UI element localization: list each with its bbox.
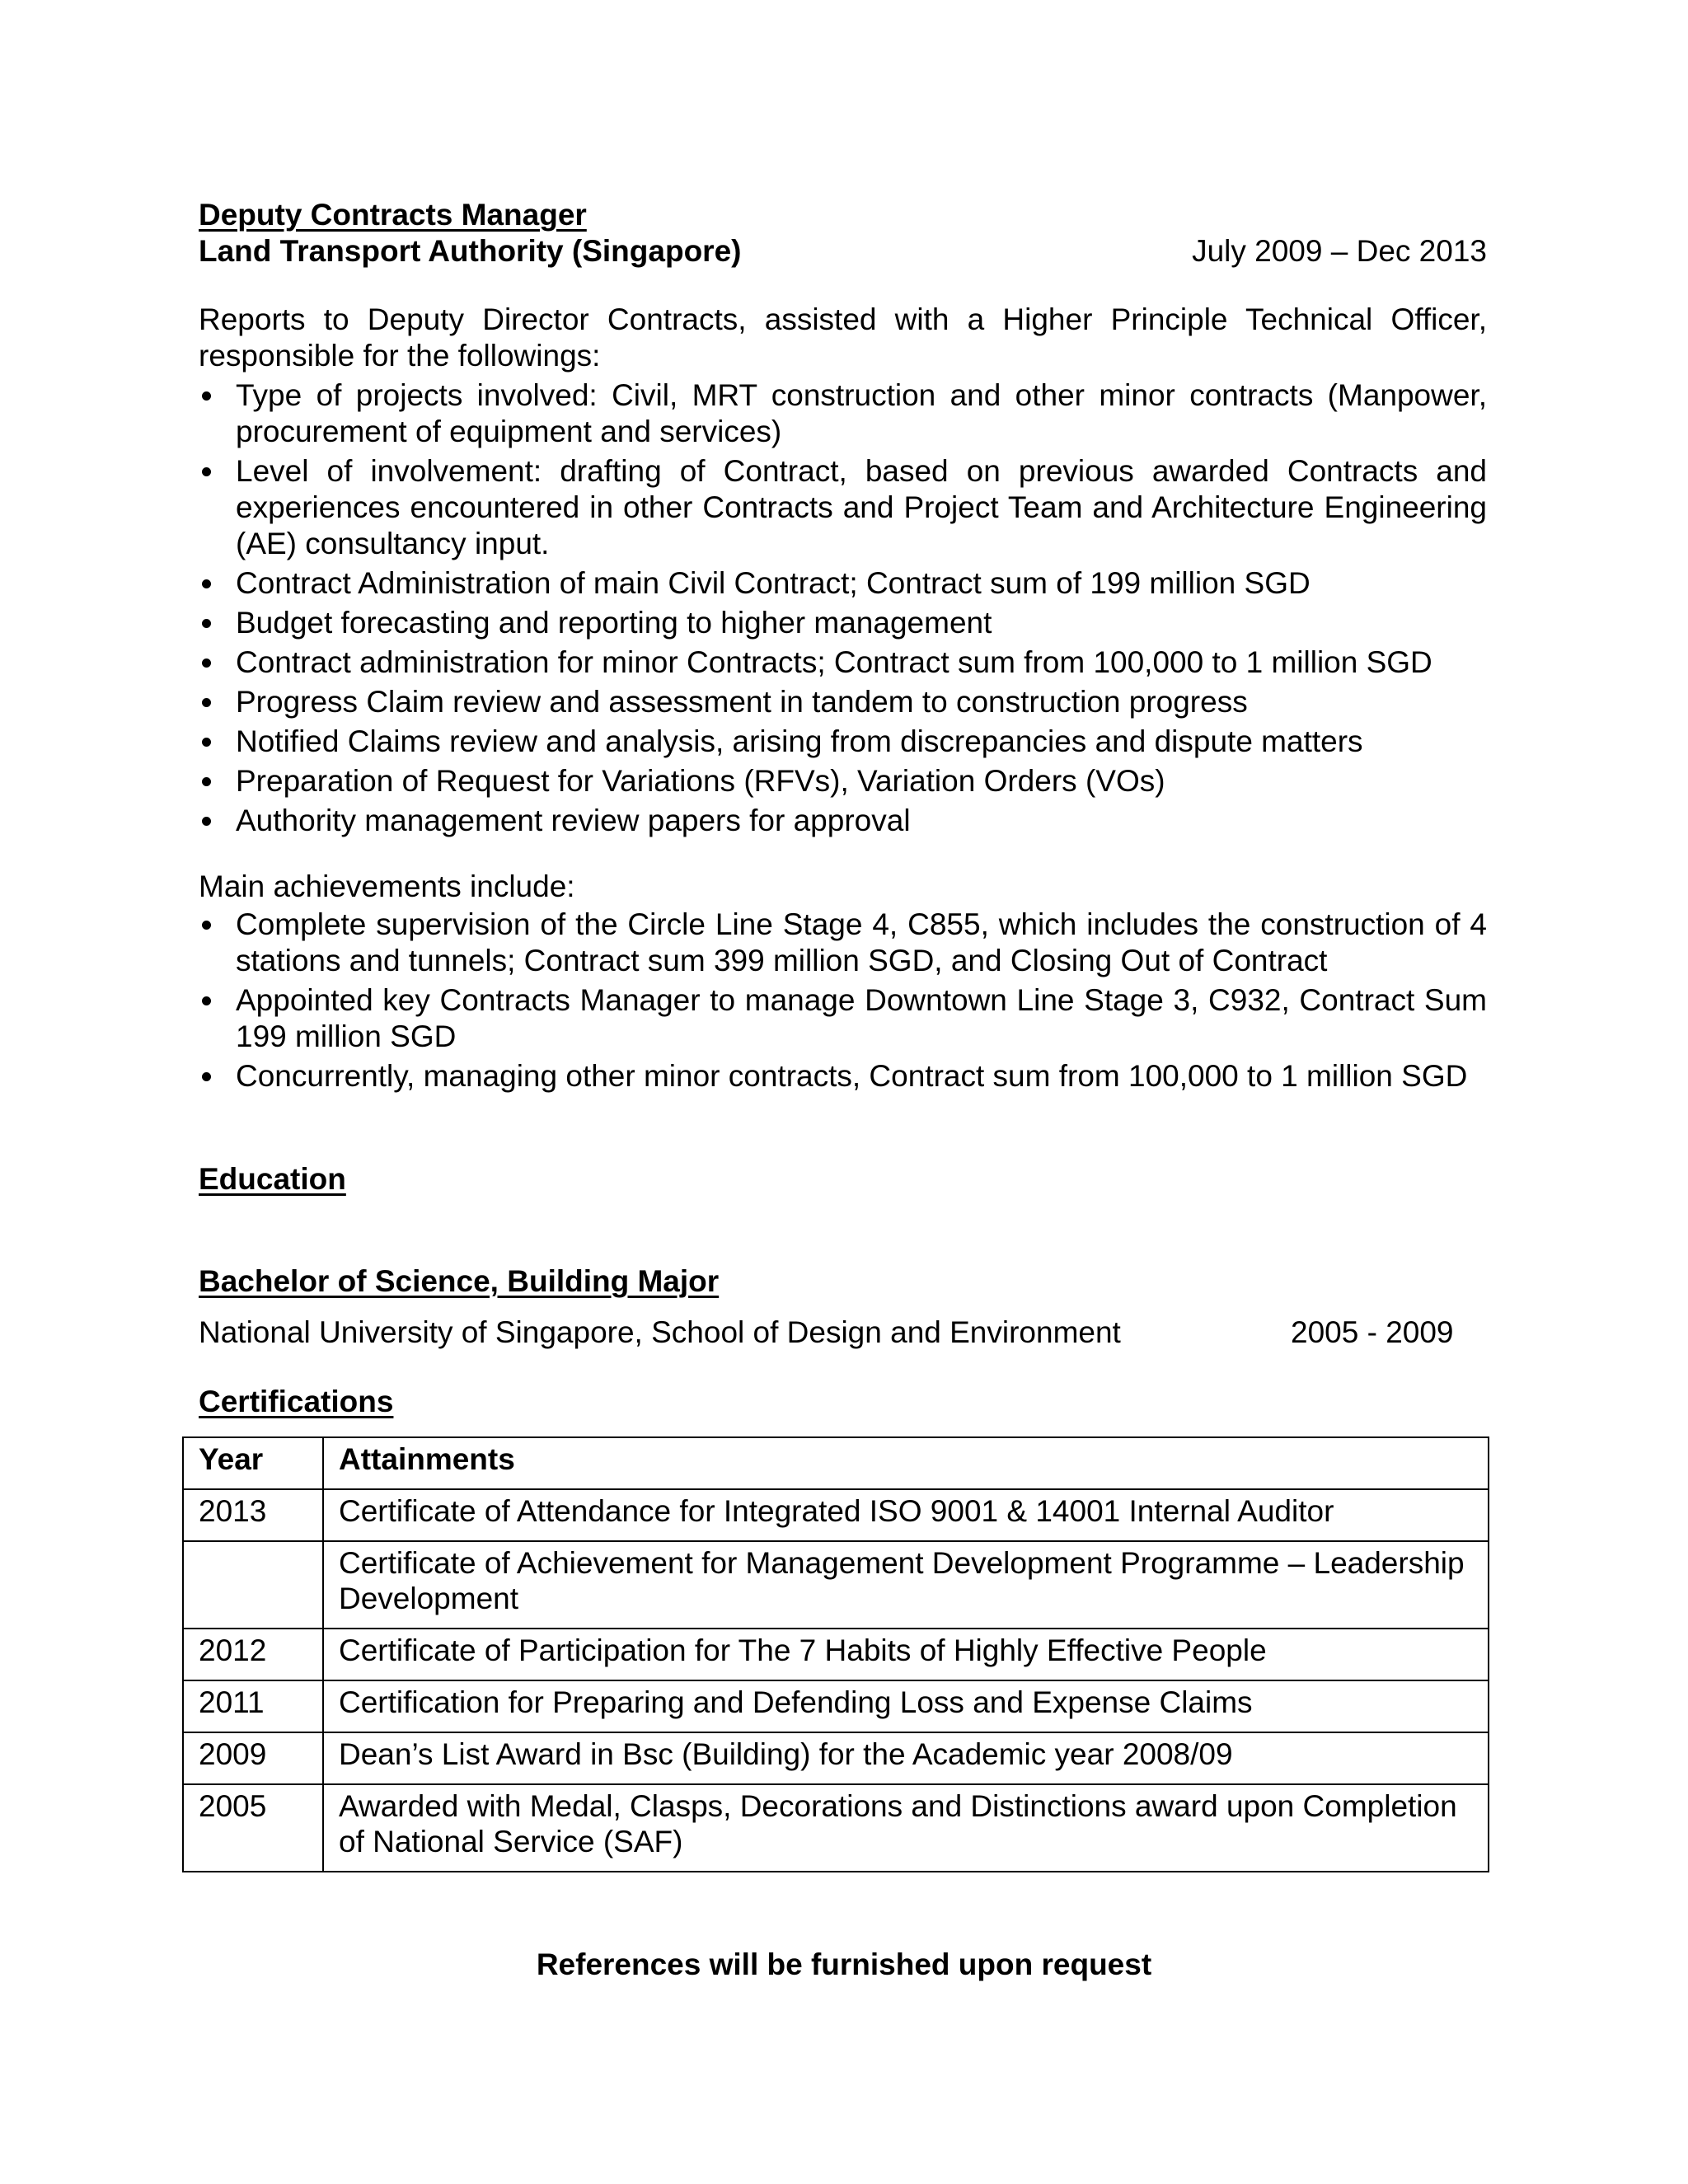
achievements-heading: Main achievements include: bbox=[199, 869, 575, 903]
list-item: Notified Claims review and analysis, arising from discrepancies and dispute matters bbox=[199, 724, 1487, 760]
achievements-list bbox=[199, 907, 1487, 1094]
year-cell: 2009 bbox=[183, 1732, 323, 1784]
education-heading: Education bbox=[199, 1162, 346, 1196]
achievements-section bbox=[199, 869, 1487, 1098]
attainment-cell: Certification for Preparing and Defending Loss and Expense Claims bbox=[323, 1680, 1489, 1732]
certifications-heading: Certifications bbox=[199, 1385, 394, 1418]
list-item: Appointed key Contracts Manager to manage Downtown Line Stage 3, C932, Contract Sum 199 million SGD bbox=[199, 982, 1487, 1055]
table-header-row bbox=[183, 1437, 1489, 1489]
attainment-cell: Certificate of Achievement for Management Development Programme – Leadership Development bbox=[323, 1541, 1489, 1629]
responsibilities-list bbox=[199, 377, 1487, 839]
table-row bbox=[183, 1541, 1489, 1629]
job-title: Deputy Contracts Manager bbox=[199, 198, 587, 232]
responsibilities-section bbox=[199, 302, 1487, 842]
list-item: Progress Claim review and assessment in tandem to construction progress bbox=[199, 684, 1487, 720]
list-item: Contract Administration of main Civil Contract; Contract sum of 199 million SGD bbox=[199, 565, 1487, 602]
attainment-cell: Awarded with Medal, Clasps, Decorations and Distinctions award upon Completion of National Service (SAF) bbox=[323, 1784, 1489, 1872]
table-row bbox=[183, 1732, 1489, 1784]
list-item: Level of involvement: drafting of Contract, based on previous awarded Contracts and experiences encountered in other Contracts and Project Team and Architecture Engineering (AE) consultancy input. bbox=[199, 453, 1487, 562]
attainment-cell: Certificate of Participation for The 7 Habits of Highly Effective People bbox=[323, 1629, 1489, 1680]
certifications-table bbox=[182, 1436, 1489, 1872]
list-item: Contract administration for minor Contracts; Contract sum from 100,000 to 1 million SGD bbox=[199, 644, 1487, 681]
degree-title: Bachelor of Science, Building Major bbox=[199, 1264, 720, 1298]
year-cell bbox=[183, 1541, 323, 1629]
employer: Land Transport Authority (Singapore) bbox=[199, 234, 742, 268]
list-item: Complete supervision of the Circle Line Stage 4, C855, which includes the construction of 4 stations and tunnels; Contract sum 399 million SGD, and Closing Out of Contract bbox=[199, 907, 1487, 979]
year-cell: 2005 bbox=[183, 1784, 323, 1872]
references-note: References will be furnished upon request bbox=[536, 1947, 1152, 1981]
column-header-attainments: Attainments bbox=[323, 1437, 1489, 1489]
job-intro: Reports to Deputy Director Contracts, assisted with a Higher Principle Technical Officer, responsible for the followings: bbox=[199, 302, 1487, 373]
list-item: Type of projects involved: Civil, MRT construction and other minor contracts (Manpower, procurement of equipment and services) bbox=[199, 377, 1487, 450]
column-header-year: Year bbox=[183, 1437, 323, 1489]
list-item: Concurrently, managing other minor contracts, Contract sum from 100,000 to 1 million SGD bbox=[199, 1058, 1487, 1094]
institution: National University of Singapore, School of Design and Environment bbox=[199, 1315, 1121, 1349]
list-item: Preparation of Request for Variations (RFVs), Variation Orders (VOs) bbox=[199, 763, 1487, 799]
table-row bbox=[183, 1784, 1489, 1872]
education-period: 2005 - 2009 bbox=[1291, 1315, 1454, 1349]
attainment-cell: Certificate of Attendance for Integrated ISO 9001 & 14001 Internal Auditor bbox=[323, 1489, 1489, 1541]
list-item: Budget forecasting and reporting to higher management bbox=[199, 605, 1487, 641]
list-item: Authority management review papers for approval bbox=[199, 803, 1487, 839]
table-row bbox=[183, 1680, 1489, 1732]
job-period: July 2009 – Dec 2013 bbox=[1192, 234, 1487, 268]
year-cell: 2013 bbox=[183, 1489, 323, 1541]
year-cell: 2011 bbox=[183, 1680, 323, 1732]
year-cell: 2012 bbox=[183, 1629, 323, 1680]
attainment-cell: Dean’s List Award in Bsc (Building) for the Academic year 2008/09 bbox=[323, 1732, 1489, 1784]
table-row bbox=[183, 1489, 1489, 1541]
table-row bbox=[183, 1629, 1489, 1680]
